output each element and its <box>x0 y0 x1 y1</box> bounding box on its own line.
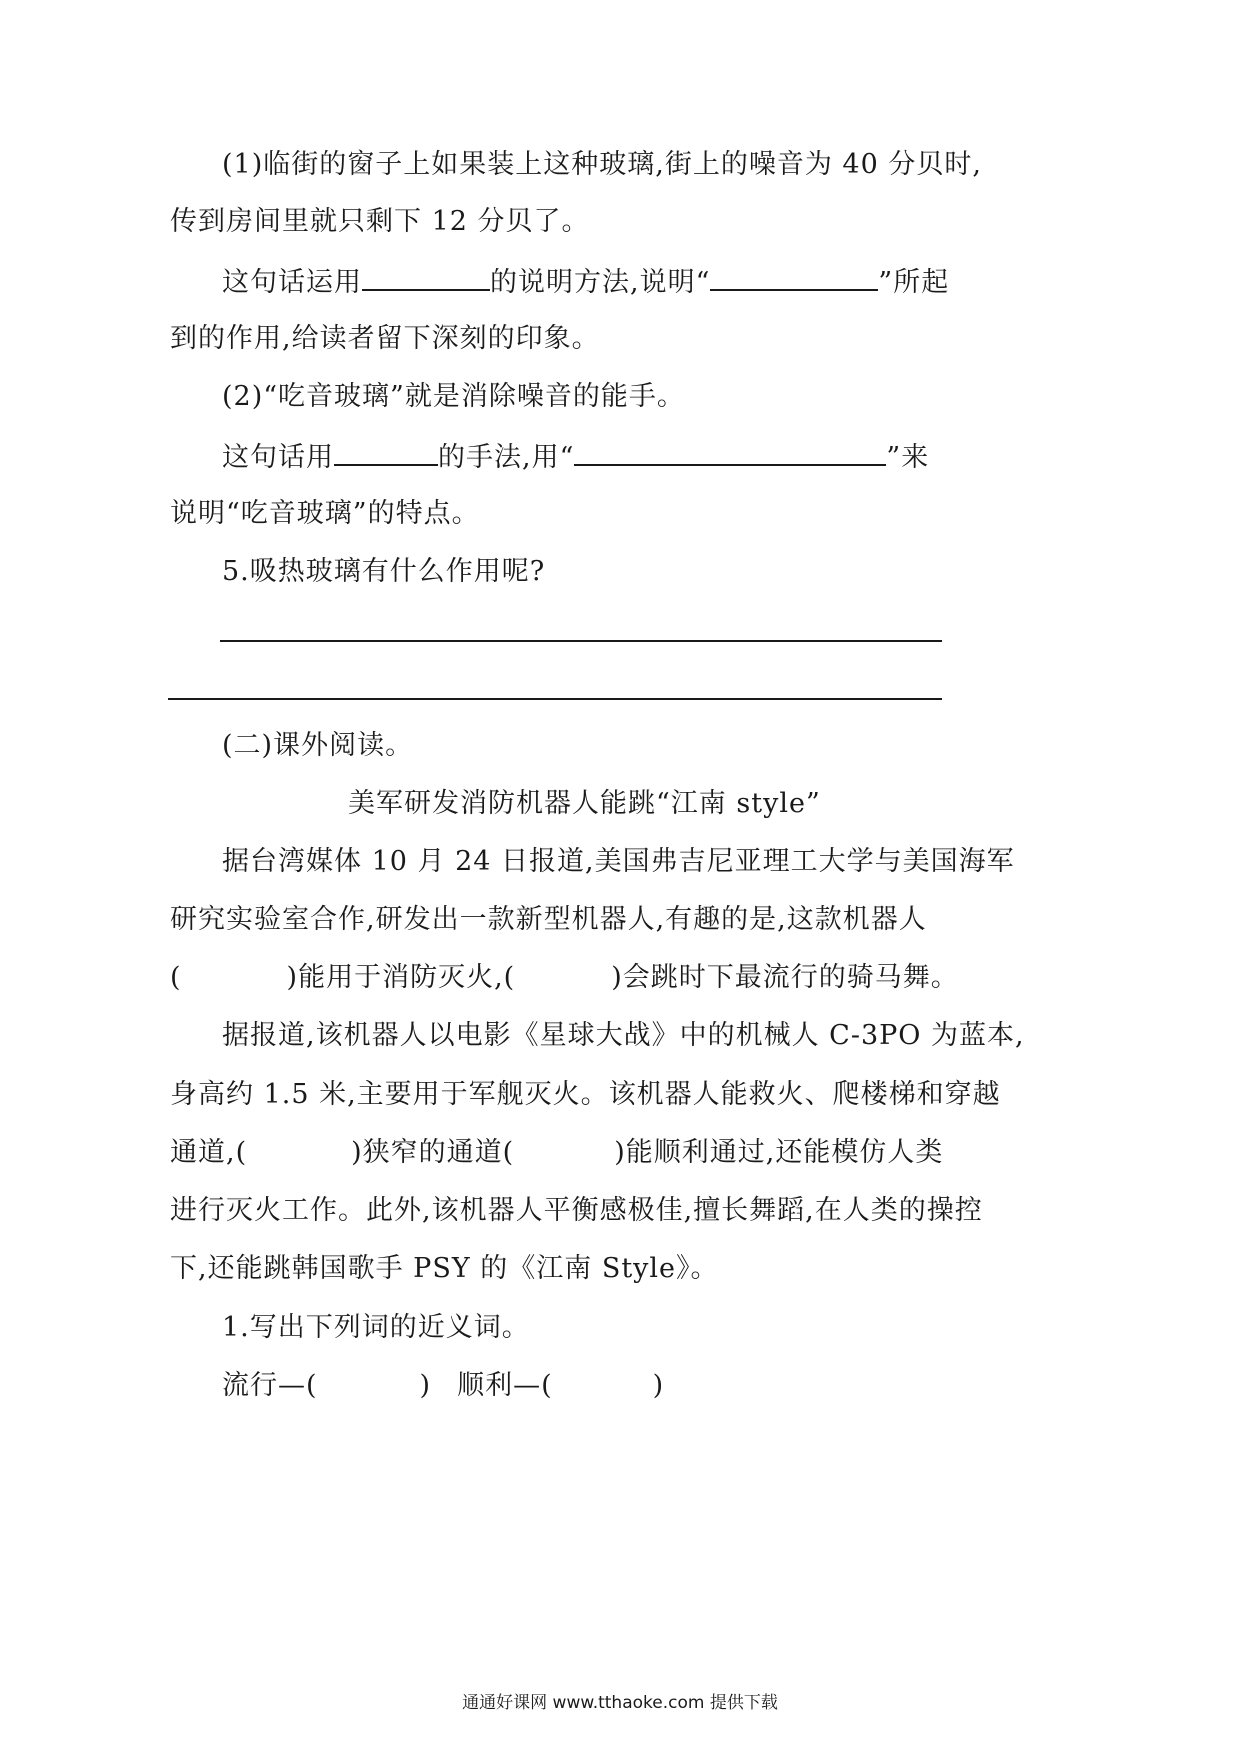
p2-line2: 身高约 1.5 米,主要用于军舰灭火。该机器人能救火、爬楼梯和穿越 <box>170 1079 1001 1110</box>
p2-text-mid: )狭窄的通道( <box>351 1137 515 1168</box>
p1-line2: 研究实验室合作,研发出一款新型机器人,有趣的是,这款机器人 <box>170 904 927 935</box>
q2-fill-text-a: 这句话用 <box>222 442 334 473</box>
q1-fill-text-a: 这句话运用 <box>222 267 362 298</box>
section2-heading: (二)课外阅读。 <box>222 730 414 761</box>
q2-fill-line2: 说明“吃音玻璃”的特点。 <box>170 498 480 529</box>
q2-fill-text-b: 的手法,用“ <box>438 442 575 473</box>
q2-sentence: (2)“吃音玻璃”就是消除噪音的能手。 <box>222 381 685 412</box>
q1-fill-line <box>222 261 949 303</box>
q1-fill-text-b: 的说明方法,说明“ <box>490 267 711 298</box>
p2-line3 <box>170 1133 943 1173</box>
synonym-a-close: ) <box>419 1370 432 1401</box>
p2-text-start: 通道,( <box>170 1137 248 1168</box>
q1-sentence-line1: (1)临街的窗子上如果装上这种玻璃,街上的噪音为 40 分贝时, <box>222 149 982 180</box>
synonym-line <box>222 1366 664 1406</box>
p2-line5: 下,还能跳韩国歌手 PSY 的《江南 Style》。 <box>170 1253 719 1284</box>
q1-blank-method[interactable] <box>362 261 490 291</box>
q2-fill-text-c: ”来 <box>886 442 930 473</box>
q1-sentence-line2: 传到房间里就只剩下 12 分贝了。 <box>170 206 590 237</box>
footer-credit: 通通好课网 www.tthaoke.com 提供下载 <box>462 1693 778 1713</box>
synonym-b-close: ) <box>652 1370 665 1401</box>
p2-line1: 据报道,该机器人以电影《星球大战》中的机械人 C-3PO 为蓝本, <box>222 1020 1025 1051</box>
q5-question: 5.吸热玻璃有什么作用呢? <box>222 556 546 587</box>
article-title: 美军研发消防机器人能跳“江南 style” <box>348 788 821 819</box>
q1-blank-subject[interactable] <box>710 261 878 291</box>
synonym-a-label: 流行—( <box>222 1370 318 1401</box>
synonym-b-label: 顺利—( <box>457 1370 553 1401</box>
q2-blank-technique[interactable] <box>334 436 438 466</box>
answer-line-2[interactable] <box>168 698 942 700</box>
q1-fill-line2: 到的作用,给读者留下深刻的印象。 <box>170 323 600 354</box>
p1-text-mid: )能用于消防灭火,( <box>286 962 516 993</box>
answer-line-1[interactable] <box>220 640 942 642</box>
q2-blank-object[interactable] <box>574 436 886 466</box>
sub-question-1: 1.写出下列词的近义词。 <box>222 1312 530 1343</box>
p1-line3 <box>170 958 959 998</box>
q1-fill-text-c: ”所起 <box>878 267 950 298</box>
p2-text-end: )能顺利通过,还能模仿人类 <box>614 1137 944 1168</box>
p1-paren-open-1: ( <box>170 962 182 993</box>
p1-text-end: )会跳时下最流行的骑马舞。 <box>611 962 959 993</box>
p1-line1: 据台湾媒体 10 月 24 日报道,美国弗吉尼亚理工大学与美国海军 <box>222 846 1015 877</box>
p2-line4: 进行灭火工作。此外,该机器人平衡感极佳,擅长舞蹈,在人类的操控 <box>170 1195 983 1226</box>
q2-fill-line <box>222 436 929 478</box>
